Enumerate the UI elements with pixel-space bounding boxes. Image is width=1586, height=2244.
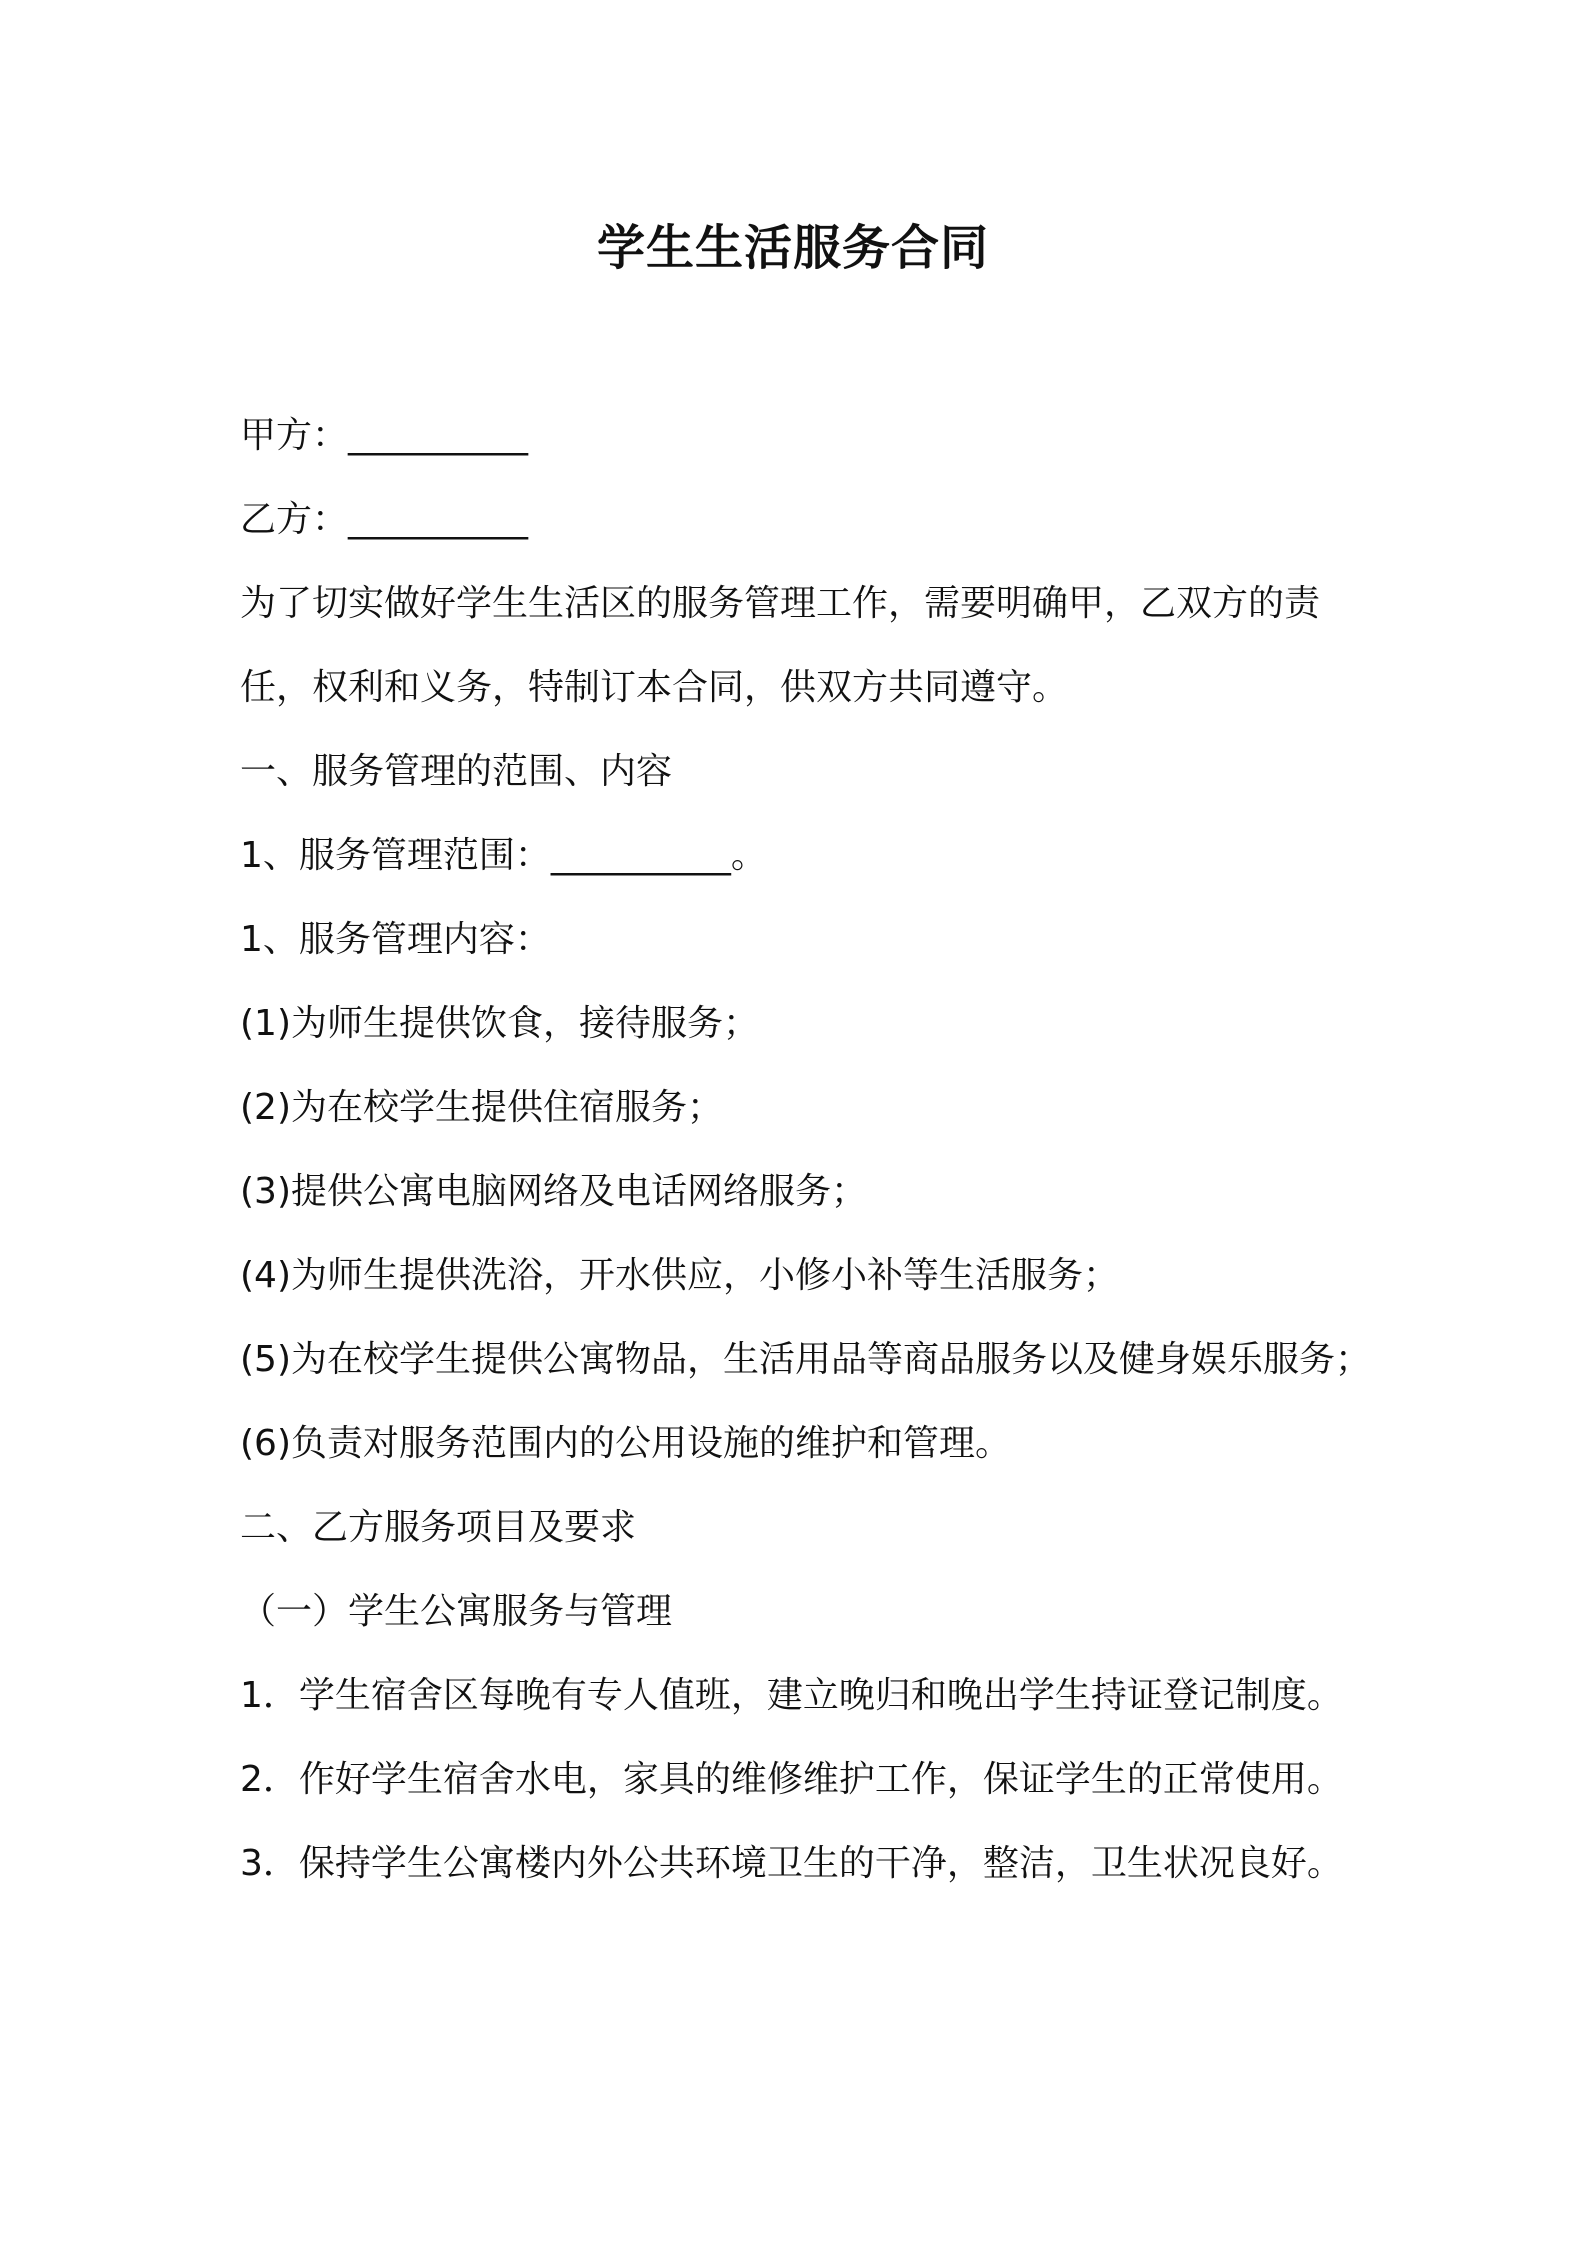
preamble-paragraph: 为了切实做好学生生活区的服务管理工作，需要明确甲，乙双方的责任，权利和义务，特制订本合同，供双方共同遵守。 xyxy=(240,583,1321,708)
subsection-heading: （一）学生公寓服务与管理 xyxy=(240,1591,673,1632)
clause-1: 1．学生宿舍区每晚有专人值班，建立晚归和晚出学生持证登记制度。 xyxy=(240,1675,1343,1716)
list-item-3: (3)提供公寓电脑网络及电话网络服务； xyxy=(240,1171,867,1212)
list-item-1: (1)为师生提供饮食，接待服务； xyxy=(240,1003,759,1044)
list-item-6: (6)负责对服务范围内的公用设施的维护和管理。 xyxy=(240,1423,1011,1464)
clause-3: 3．保持学生公寓楼内外公共环境卫生的干净，整洁，卫生状况良好。 xyxy=(240,1843,1343,1884)
list-item-5: (5)为在校学生提供公寓物品，生活用品等商品服务以及健身娱乐服务； xyxy=(240,1339,1371,1380)
party-b-line: 乙方：__________ xyxy=(240,499,529,540)
section-heading-2: 二、乙方服务项目及要求 xyxy=(240,1507,637,1548)
document-body xyxy=(240,394,1380,1906)
list-item-2: (2)为在校学生提供住宿服务； xyxy=(240,1087,723,1128)
clause-2: 2．作好学生宿舍水电，家具的维修维护工作，保证学生的正常使用。 xyxy=(240,1759,1343,1800)
content-line: 1、服务管理内容： xyxy=(240,919,551,960)
list-item-4: (4)为师生提供洗浴，开水供应，小修小补等生活服务； xyxy=(240,1255,1119,1296)
party-a-line: 甲方：__________ xyxy=(240,415,529,456)
section-heading-1: 一、服务管理的范围、内容 xyxy=(240,751,673,792)
document-title: 学生生活服务合同 xyxy=(596,220,989,276)
scope-line: 1、服务管理范围：__________。 xyxy=(240,835,767,876)
